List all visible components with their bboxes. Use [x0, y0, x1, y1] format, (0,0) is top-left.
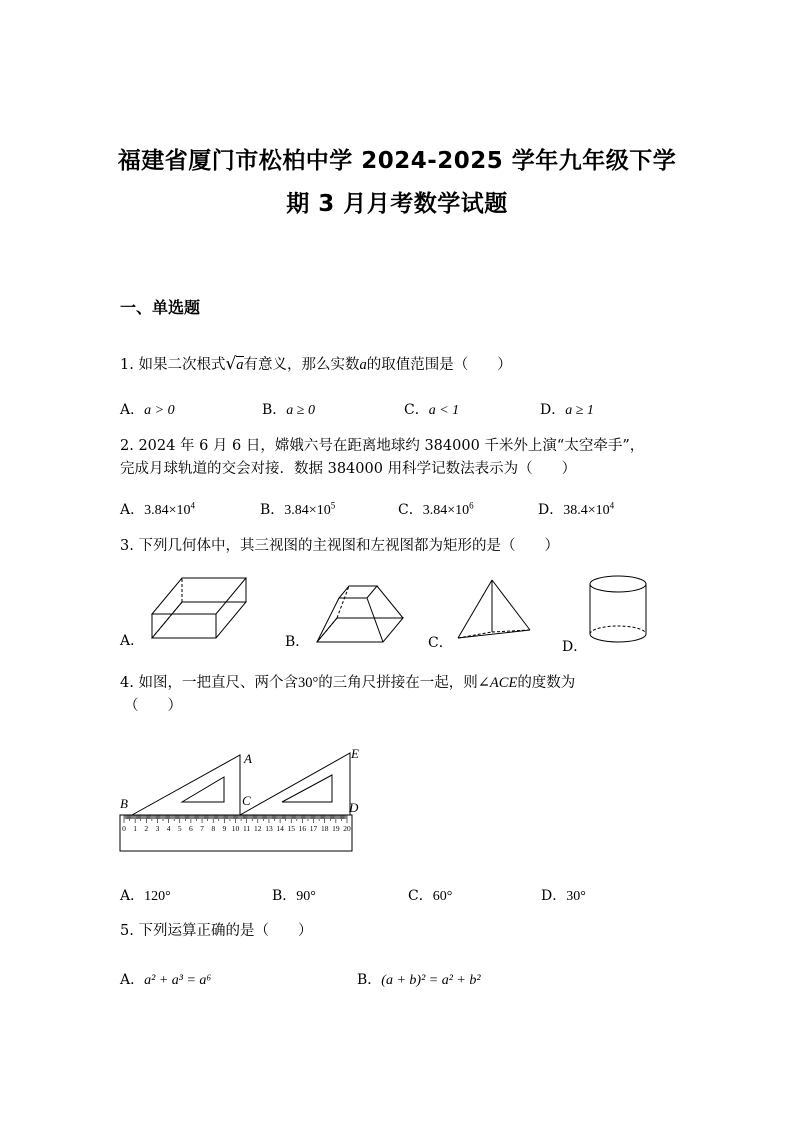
- question-text: 的三角尺拼接在一起，则: [318, 675, 478, 691]
- page-title-line-1: 福建省厦门市松柏中学 2024-2025 学年九年级下学: [117, 148, 677, 174]
- question-text: 如果二次根式: [138, 357, 226, 373]
- q1-option-a[interactable]: A．a > 0: [120, 402, 175, 418]
- ruler-tick-label: 7: [200, 824, 204, 833]
- question-3: [120, 536, 559, 557]
- question-5: [120, 921, 312, 942]
- q5-option-b[interactable]: B．(a + b)² = a² + b²: [357, 972, 481, 988]
- q2-option-b[interactable]: B．$3.84\times 10^5$: [260, 500, 336, 518]
- q1-option-d[interactable]: D．a ≥ 1: [540, 402, 594, 418]
- ruler-tick-label: 10: [231, 824, 240, 833]
- cylinder-figure: [588, 574, 652, 646]
- angle-name: ∠ACE: [477, 675, 518, 691]
- radicand: a: [236, 357, 244, 373]
- question-number: 2.: [120, 438, 134, 454]
- ruler-tick-label: 19: [332, 824, 340, 833]
- q4-option-a[interactable]: A．120°: [120, 888, 171, 904]
- ruler-tick-label: 14: [276, 824, 284, 833]
- question-text: 的取值范围是（ ）: [366, 357, 512, 373]
- ruler: [120, 815, 352, 851]
- angle-value: 30°: [297, 675, 319, 691]
- q3-option-c[interactable]: C．: [428, 635, 453, 651]
- question-2-line-1: [120, 436, 644, 457]
- q3-option-a[interactable]: A．: [120, 633, 145, 649]
- ruler-tick-label: 0: [122, 824, 126, 833]
- ruler-tick-label: 20: [343, 824, 351, 833]
- question-number: 5.: [120, 923, 134, 939]
- ruler-tick-label: 8: [211, 824, 216, 833]
- label-e: E: [351, 746, 359, 761]
- ruler-tick-label: 1: [133, 824, 138, 833]
- label-b: B: [120, 796, 128, 811]
- question-text: 2024 年 6 月 6 日，嫦娥六号在距离地球约 384000 千米外上演“太空牵手”，: [138, 438, 645, 454]
- question-text: 下列几何体中，其三视图的主视图和左视图都为矩形的是（ ）: [138, 538, 559, 554]
- ruler-tick-label: 18: [320, 824, 329, 833]
- triangle-2-inner: [282, 775, 332, 802]
- ruler-tick-label: 5: [177, 824, 182, 833]
- ruler-tick-label: 17: [309, 824, 318, 833]
- label-d: D: [349, 800, 359, 815]
- sqrt-symbol: √: [225, 354, 237, 374]
- section-heading: 一、单选题: [120, 298, 201, 317]
- question-text: 有意义，那么实数: [243, 357, 360, 373]
- label-c: C: [242, 793, 251, 808]
- question-4: [120, 673, 575, 694]
- ruler-tick-label: 12: [254, 824, 262, 833]
- q1-option-b[interactable]: B．a ≥ 0: [262, 402, 315, 418]
- question-number: 1.: [120, 357, 134, 373]
- question-1: [120, 354, 512, 376]
- triangle-1-inner: [182, 777, 224, 802]
- question-text: 如图，一把直尺、两个含: [138, 675, 298, 691]
- prism-figure: [150, 578, 250, 640]
- ruler-tick-label: 16: [298, 824, 307, 833]
- ruler-triangles-figure: [118, 745, 358, 855]
- question-number: 4.: [120, 675, 134, 691]
- q2-option-a[interactable]: A．$3.84\times 10^4$: [120, 500, 196, 518]
- q5-option-a[interactable]: A．a² + a³ = a⁶: [120, 972, 212, 988]
- question-2-line-2: 完成月球轨道的交会对接．数据 384000 用科学记数法表示为（ ）: [120, 461, 577, 477]
- question-4-line-2: （ ）: [124, 698, 182, 714]
- pyramid-figure: [454, 578, 534, 642]
- q1-option-c[interactable]: C．a < 1: [404, 402, 460, 418]
- ruler-tick-label: 4: [166, 824, 171, 833]
- ruler-tick-label: 6: [189, 824, 193, 833]
- ruler-tick-label: 11: [243, 824, 251, 833]
- frustum-figure: [313, 580, 405, 644]
- page-title-line-2: 期 3 月月考数学试题: [286, 191, 508, 217]
- q4-option-b[interactable]: B．90°: [272, 888, 316, 904]
- question-number: 3.: [120, 538, 134, 554]
- ruler-tick-label: 9: [222, 824, 227, 833]
- ruler-tick-label: 3: [155, 824, 160, 833]
- label-a: A: [244, 751, 252, 766]
- q4-option-d[interactable]: D．30°: [541, 888, 586, 904]
- q3-option-d[interactable]: D．: [562, 639, 588, 655]
- triangle-2: [240, 753, 350, 815]
- question-text: 的度数为: [517, 675, 576, 691]
- variable: a: [359, 357, 367, 373]
- ruler-tick-label: 15: [287, 824, 295, 833]
- ruler-tick-label: 13: [265, 824, 273, 833]
- question-text: 下列运算正确的是（ ）: [138, 923, 313, 939]
- q3-option-b[interactable]: B．: [285, 634, 310, 650]
- q2-option-c[interactable]: C．$3.84\times 10^6$: [398, 500, 474, 518]
- ruler-tick-label: 2: [144, 824, 149, 833]
- q2-option-d[interactable]: D．$38.4\times 10^4$: [538, 500, 615, 518]
- q4-option-c[interactable]: C．60°: [408, 888, 453, 904]
